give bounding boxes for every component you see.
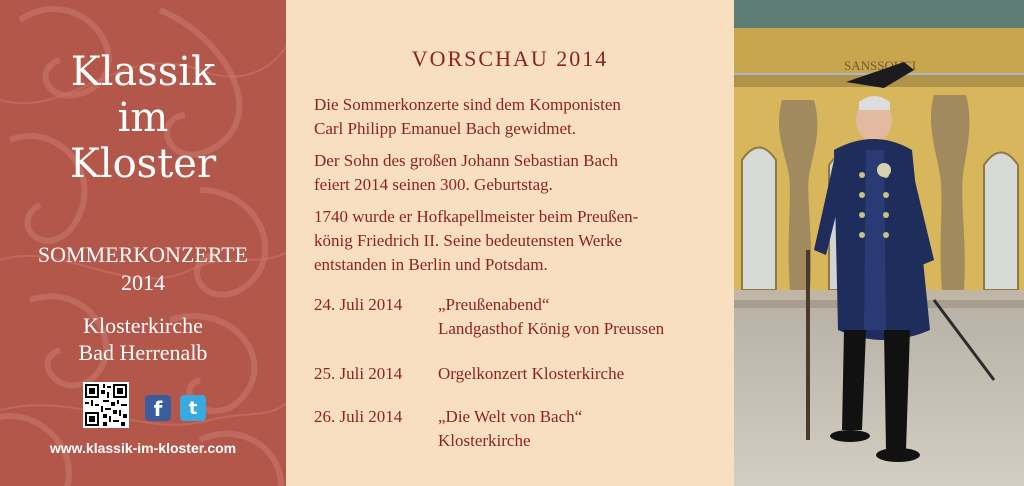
event-date: 24. Juli 2014 bbox=[314, 295, 403, 314]
event-title: Orgelkonzert Klosterkirche bbox=[438, 364, 625, 383]
photo-performer-sanssouci bbox=[734, 0, 1024, 486]
paragraph-line: Der Sohn des großen Johann Sebastian Bach bbox=[314, 151, 619, 170]
left-panel bbox=[0, 0, 286, 486]
main-panel bbox=[286, 0, 734, 486]
event-date: 26. Juli 2014 bbox=[314, 407, 403, 426]
event-location: Klosterkirche bbox=[438, 431, 531, 450]
paragraph-line: entstanden in Berlin und Potsdam. bbox=[314, 255, 548, 274]
biography-paragraph bbox=[314, 205, 724, 277]
intro-paragraph bbox=[314, 93, 724, 141]
paragraph-line: könig Friedrich II. Seine bedeutensten Werke bbox=[314, 231, 623, 250]
event-title: „Die Welt von Bach“ bbox=[438, 407, 583, 426]
subtitle-year: 2014 bbox=[121, 270, 165, 295]
page-title: VORSCHAU 2014 bbox=[411, 46, 609, 71]
event-location: Landgasthof König von Preussen bbox=[438, 319, 665, 338]
paragraph-line: feiert 2014 seinen 300. Geburtstag. bbox=[314, 175, 553, 194]
birthday-paragraph bbox=[314, 149, 724, 197]
venue-line-2: Bad Herrenalb bbox=[78, 340, 208, 365]
photo-illustration bbox=[734, 0, 1024, 486]
event-date: 25. Juli 2014 bbox=[314, 364, 403, 383]
qr-code-icon[interactable] bbox=[83, 382, 129, 428]
facebook-icon[interactable]: f bbox=[145, 395, 171, 421]
venue-line-1: Klosterkirche bbox=[83, 313, 203, 338]
event-name bbox=[438, 405, 728, 453]
event-title: „Preußenabend“ bbox=[438, 295, 550, 314]
paragraph-line: Die Sommerkonzerte sind dem Komponisten bbox=[314, 95, 621, 114]
brand-title-line-3: Kloster bbox=[69, 141, 217, 187]
building-sign: SANSSOUCI bbox=[844, 58, 917, 73]
event-name bbox=[438, 362, 728, 386]
event-name bbox=[438, 293, 728, 341]
brand-title-line-1: Klassik bbox=[70, 49, 216, 95]
brand-title-line-2: im bbox=[117, 95, 169, 141]
twitter-icon[interactable]: t bbox=[180, 395, 206, 421]
paragraph-line: Carl Philipp Emanuel Bach gewidmet. bbox=[314, 119, 577, 138]
website-link[interactable]: www.klassik-im-kloster.com bbox=[49, 440, 237, 456]
subtitle: SOMMERKONZERTE bbox=[37, 242, 249, 267]
paragraph-line: 1740 wurde er Hofkapellmeister beim Preußen- bbox=[314, 207, 639, 226]
